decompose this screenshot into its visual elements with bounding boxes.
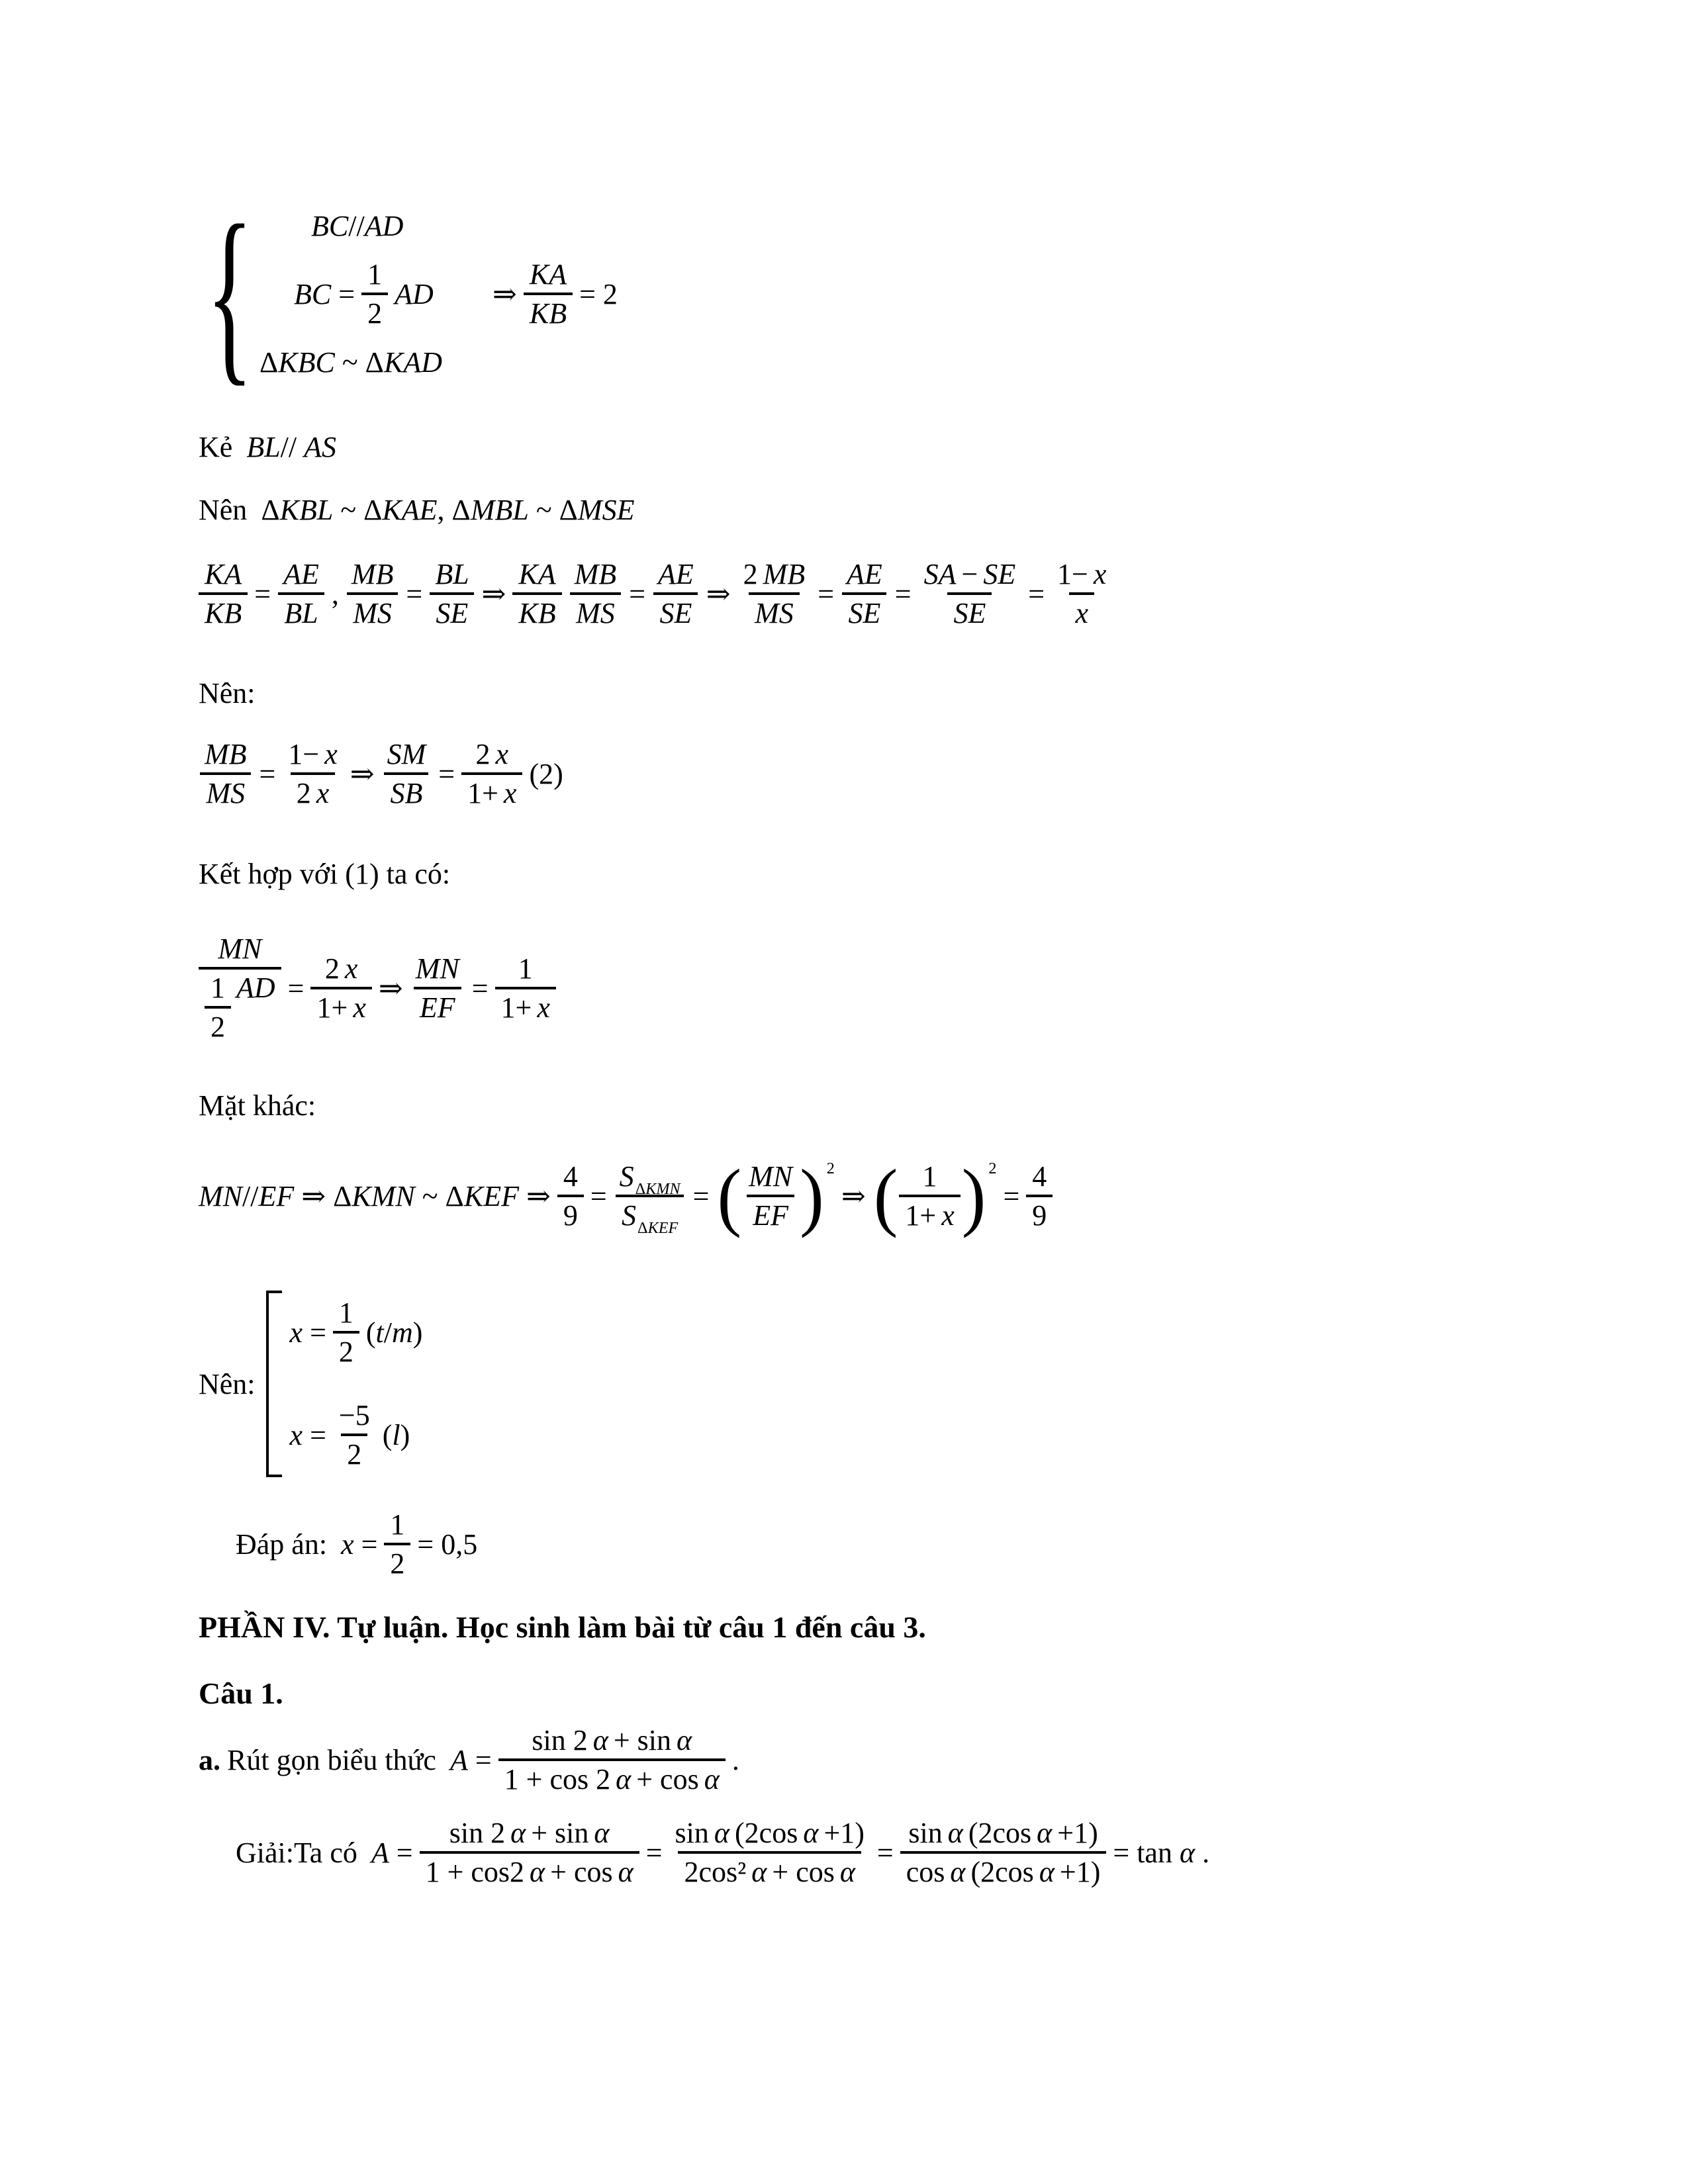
fraction-numerator: MB — [574, 558, 617, 590]
math-fraction — [900, 1819, 1107, 1887]
math-fraction — [420, 1819, 639, 1887]
system-rows — [256, 209, 442, 379]
math-fraction — [410, 954, 465, 1023]
equation-mbms — [199, 740, 563, 808]
line-nen-similar-triangles — [199, 493, 634, 527]
fraction-denominator: SE — [947, 592, 992, 628]
fraction-denominator: SE — [653, 592, 698, 628]
fraction-numerator: sin 2 α + sin α — [449, 1817, 610, 1849]
case-row-1 — [290, 1298, 423, 1367]
fraction-denominator: 2 — [384, 1543, 410, 1578]
fraction-numerator: AE — [283, 558, 319, 590]
fraction-denominator: MS — [570, 592, 621, 628]
math-run: MN//EF ⇒ ΔKMN ~ ΔKEF ⇒ — [199, 1179, 551, 1212]
fraction-numerator: KA — [518, 558, 556, 590]
fraction-denominator: 1+ x — [461, 772, 522, 808]
math-text: . — [731, 1744, 739, 1776]
fraction-numerator: MB — [351, 558, 394, 590]
equation-mn-ad — [199, 934, 556, 1042]
math-run: = — [876, 1837, 894, 1869]
math-fraction — [461, 740, 522, 808]
math-run: = — [438, 758, 455, 790]
math-run: = — [254, 578, 271, 610]
math-text: (2) — [529, 758, 563, 790]
math-run: = 0,5 — [417, 1528, 478, 1561]
math-run: ⇒ — [378, 972, 403, 1005]
fraction-numerator: SA − SE — [923, 558, 1016, 590]
fraction-denominator: 9 — [1026, 1195, 1053, 1230]
fraction-denominator: MS — [347, 592, 398, 628]
fraction-denominator: cos α (2cos α +1) — [900, 1851, 1107, 1887]
fraction-numerator: BL — [435, 558, 469, 590]
line-a-rut-gon — [199, 1726, 739, 1794]
conclusion-cases-block — [199, 1291, 422, 1477]
fraction-denominator: SE — [842, 592, 886, 628]
close-paren-icon: ) — [961, 1153, 986, 1239]
math-run: ⇒ — [481, 578, 506, 610]
fraction-numerator: sin 2 α + sin α — [532, 1724, 692, 1756]
math-fraction — [381, 740, 432, 808]
math-fraction — [361, 257, 388, 330]
fraction-denominator: BL — [278, 592, 324, 628]
math-run: AD — [236, 972, 275, 1004]
subscript-base: S — [622, 1199, 637, 1232]
fraction-denominator: KB — [199, 592, 248, 628]
math-run: = 2 — [579, 277, 618, 310]
math-fraction — [199, 934, 281, 1042]
fraction-denominator: 2cos² α + cos α — [678, 1851, 861, 1887]
system-row-1 — [256, 209, 442, 243]
math-run: ⇒ — [492, 277, 517, 310]
math-fraction — [199, 560, 248, 628]
math-run: (l) — [382, 1419, 410, 1451]
cases-bracket — [266, 1291, 423, 1477]
math-run: = tan α . — [1113, 1837, 1210, 1869]
fraction-denominator: 1 + cos2 α + cos α — [420, 1851, 639, 1887]
subscript-base: S — [619, 1160, 634, 1193]
math-run: x = — [289, 1316, 326, 1349]
math-fraction — [310, 954, 371, 1023]
fraction-numerator: MN — [749, 1160, 793, 1193]
left-brace-icon: { — [206, 185, 254, 402]
fraction-denominator: EF — [414, 987, 461, 1023]
system-implication — [492, 257, 618, 330]
math-fraction — [1026, 1162, 1053, 1230]
math-fraction — [1051, 560, 1112, 628]
math-run: ⇒ — [350, 758, 375, 790]
math-fraction — [384, 1510, 410, 1578]
fraction-numerator: 1 — [211, 972, 225, 1004]
bold-text: a. — [199, 1744, 220, 1776]
math-text: Kẻ — [199, 431, 240, 463]
fraction-numerator: −5 — [338, 1399, 370, 1432]
label-mat-khac: Mặt khác: — [199, 1089, 316, 1122]
exponent: 2 — [988, 1160, 997, 1177]
math-fraction — [429, 560, 475, 628]
math-fraction — [512, 560, 561, 628]
line-ket-hop: Kết hợp với (1) ta có: — [199, 858, 451, 890]
math-fraction — [524, 257, 573, 330]
math-text: Đáp án: — [236, 1528, 335, 1561]
fraction-denominator: 9 — [557, 1195, 584, 1230]
fraction-numerator: 2 x — [324, 952, 358, 985]
math-run: x = — [341, 1528, 378, 1561]
fraction-numerator: 2 MB — [743, 558, 806, 590]
equation-ratio-chain — [199, 560, 1112, 628]
math-fraction — [346, 560, 400, 628]
math-run: ⇒ — [706, 578, 731, 610]
fraction-numerator: MN — [218, 933, 262, 965]
fraction-numerator: AE — [847, 558, 882, 590]
fraction-denominator: 2 — [333, 1331, 359, 1367]
math-run: = — [629, 578, 646, 610]
math-power — [716, 1153, 835, 1239]
fraction-numerator: sin α (2cos α +1) — [675, 1817, 865, 1849]
math-fraction — [669, 1819, 870, 1887]
fraction-denominator: 1+ x — [310, 987, 371, 1023]
fraction-denominator: EF — [747, 1195, 794, 1230]
math-run: = — [1003, 1179, 1020, 1212]
fraction-numerator: 1 — [922, 1160, 937, 1193]
math-run: BL// AS — [246, 431, 337, 463]
math-run: (t/m) — [365, 1316, 423, 1349]
math-run: = — [818, 578, 835, 610]
math-fraction — [282, 740, 343, 808]
math-fraction — [737, 560, 812, 628]
math-run: BC = — [294, 277, 355, 310]
fraction-denominator: KB — [524, 293, 573, 328]
math-fraction — [498, 1726, 726, 1794]
math-text: Rút gọn biểu thức — [227, 1744, 444, 1776]
math-fraction — [569, 560, 623, 628]
equation-mnef-area-ratio — [199, 1153, 1053, 1239]
fraction-denominator: SE — [430, 592, 474, 628]
math-power — [872, 1153, 997, 1239]
fraction-denominator: 1+ x — [899, 1195, 960, 1230]
math-fraction — [333, 1298, 359, 1367]
fraction-denominator: MS — [749, 592, 800, 628]
math-fraction — [652, 560, 700, 628]
fraction-numerator: KA — [205, 558, 242, 590]
math-run: = — [692, 1179, 710, 1212]
label-nen: Nên: — [199, 677, 256, 709]
fraction-numerator — [614, 1160, 686, 1198]
fraction-numerator: SM — [387, 738, 426, 770]
subscript: ΔKMN — [635, 1179, 680, 1198]
fraction-numerator: KA — [529, 257, 567, 291]
math-run: ΔKBL ~ ΔKAE, ΔMBL ~ ΔMSE — [261, 494, 635, 526]
math-fraction — [841, 560, 888, 628]
exponent: 2 — [826, 1160, 835, 1177]
fraction-denominator: KB — [512, 592, 561, 628]
math-fraction — [557, 1162, 584, 1230]
math-subscripted — [622, 1199, 679, 1237]
fraction-denominator: MS — [200, 772, 251, 808]
math-run: = — [406, 578, 423, 610]
fraction-denominator: 1+ x — [495, 987, 556, 1023]
math-text: Giải:Ta có — [236, 1837, 365, 1869]
open-paren-icon: ( — [717, 1153, 742, 1239]
fraction-numerator: sin α (2cos α +1) — [908, 1817, 1098, 1849]
math-run: A = — [371, 1837, 413, 1869]
section-heading-phan-iv: PHẦN IV. Tự luận. Học sinh làm bài từ câu 1 đến câu 3. — [199, 1610, 926, 1644]
fraction-numerator: 4 — [1032, 1160, 1047, 1193]
fraction-denominator — [616, 1195, 684, 1237]
math-fraction — [918, 560, 1022, 628]
math-run: AD — [395, 277, 434, 310]
math-fraction — [899, 1162, 960, 1230]
math-fraction — [743, 1162, 798, 1230]
fraction-denominator: SB — [384, 772, 428, 808]
line-giai-solution — [236, 1819, 1209, 1887]
math-fraction — [614, 1160, 686, 1237]
fraction-numerator: AE — [658, 558, 694, 590]
fraction-denominator — [199, 967, 281, 1042]
math-text: Nên — [199, 494, 255, 526]
fraction-numerator: 1 — [367, 257, 383, 291]
line-ke-bl — [199, 430, 336, 464]
fraction-denominator: 2 — [205, 1006, 231, 1042]
math-run: = — [1028, 578, 1045, 610]
fraction-numerator: 1− x — [1057, 558, 1107, 590]
heading-cau-1: Câu 1. — [199, 1676, 283, 1710]
fraction-numerator: 2 x — [475, 738, 509, 770]
math-fraction — [199, 740, 253, 808]
open-paren-icon: ( — [873, 1153, 898, 1239]
fraction-numerator: MB — [205, 738, 247, 770]
line-dap-an — [236, 1510, 477, 1578]
fraction-numerator: 1 — [518, 952, 533, 985]
math-fraction — [277, 560, 325, 628]
math-run: ΔKBC ~ ΔKAD — [259, 345, 442, 379]
math-run: = — [645, 1837, 663, 1869]
fraction-denominator: 2 — [341, 1433, 367, 1469]
math-fraction — [205, 974, 231, 1042]
subscript: ΔKEF — [637, 1218, 679, 1237]
fraction-numerator: 4 — [563, 1160, 578, 1193]
math-run: ⇒ — [841, 1179, 866, 1212]
math-run: A = — [449, 1744, 492, 1776]
math-run: = — [590, 1179, 607, 1212]
label-nen-cases: Nên: — [199, 1367, 256, 1400]
close-paren-icon: ) — [800, 1153, 824, 1239]
fraction-denominator: 2 — [361, 293, 388, 328]
case-row-2 — [290, 1401, 410, 1469]
math-fraction — [333, 1401, 376, 1469]
math-run: = — [287, 972, 305, 1005]
fraction-denominator: 2 x — [291, 772, 336, 808]
math-subscripted — [619, 1160, 680, 1198]
math-run: x = — [289, 1419, 326, 1451]
fraction-numerator: 1 — [338, 1297, 353, 1329]
system-row-2 — [256, 257, 442, 330]
math-run: , — [331, 578, 339, 610]
fraction-denominator: x — [1069, 592, 1094, 628]
fraction-numerator: 1− x — [288, 738, 338, 770]
system-row-3 — [256, 345, 442, 379]
math-run: = — [471, 972, 489, 1005]
fraction-numerator: 1 — [390, 1508, 405, 1541]
fraction-numerator: MN — [415, 952, 459, 985]
math-run: BC//AD — [311, 209, 404, 242]
math-run: = — [894, 578, 912, 610]
power-inner — [899, 1162, 960, 1230]
power-inner — [743, 1162, 798, 1230]
math-fraction — [495, 954, 556, 1023]
system-equation — [206, 185, 618, 402]
fraction-denominator: 1 + cos 2 α + cos α — [498, 1758, 726, 1794]
math-run: = — [259, 758, 276, 790]
